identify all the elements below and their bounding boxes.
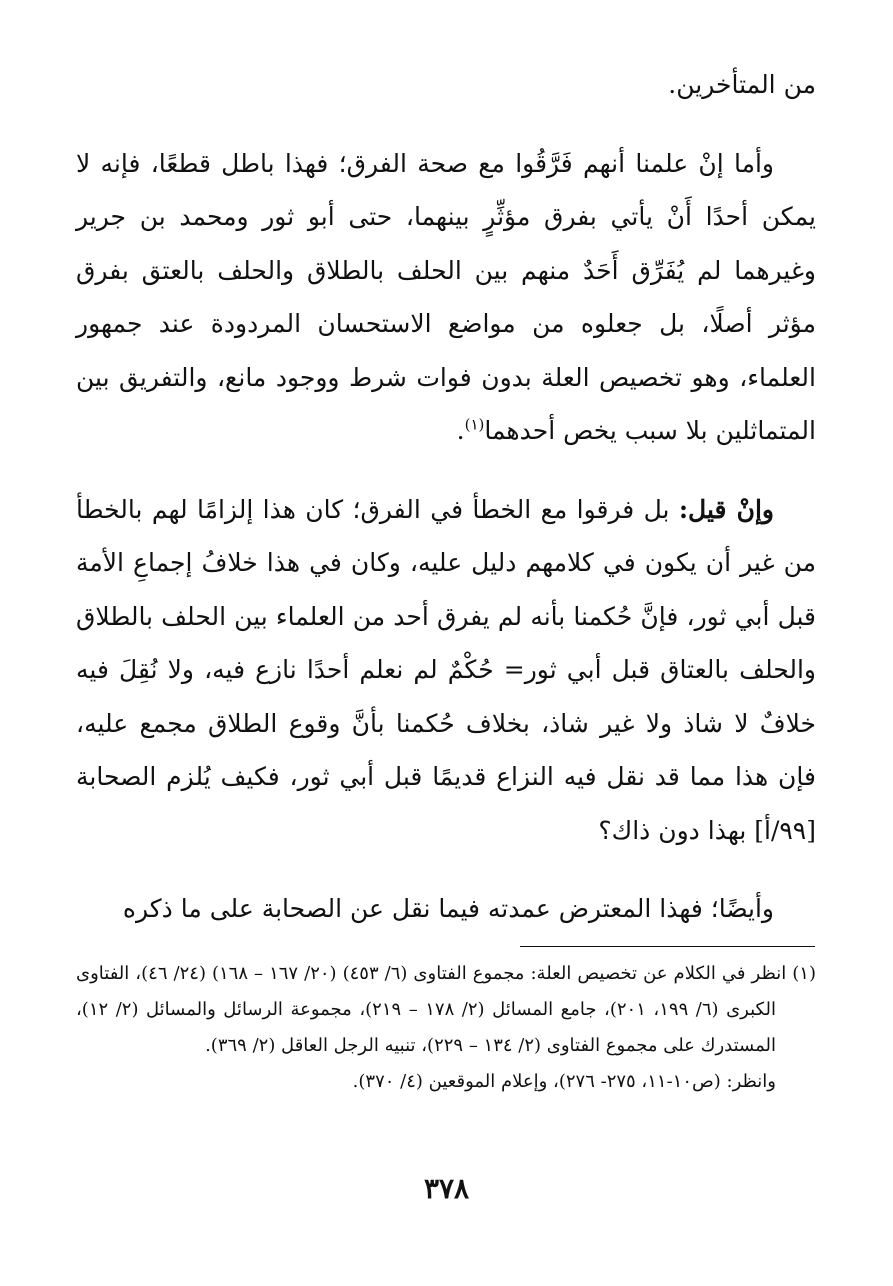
paragraph-2-lead: وإنْ قيل: — [678, 494, 774, 524]
footnote-1-continuation: وانظر: (ص١٠-١١، ٢٧٥- ٢٧٦)، وإعلام الموقعين (٤/ ٣٧٠). — [352, 1071, 776, 1092]
paragraph-3: وأيضًا؛ فهذا المعترض عمدته فيما نقل عن الصحابة على ما ذكره — [122, 894, 774, 923]
opening-line: من المتأخرين. — [668, 70, 816, 99]
paragraph-2-text: بل فرقوا مع الخطأ في الفرق؛ كان هذا إلزامًا لهم بالخطأ من غير أن يكون في كلامهم دليل عليه، وكان في هذا خلافُ إجماعِ الأمة قبل أبي ثور، فإنَّ حُكمنا بأنه لم يفرق أحد من العلماء بين الحلف بالطلاق والحلف بالعتاق قبل أبي ثور= حُكْمٌ لم نعلم أحدًا نازع فيه، ولا نُقِلَ فيه خلافٌ لا شاذ ولا غير شاذ، بخلاف حُكمنا بأنَّ وقوع الطلاق مجمع عليه، فإن هذا مما قد نقل فيه النزاع قديمًا قبل أبي ثور، فكيف يُلزم الصحابة [٩٩/أ] بهذا دون ذاك؟ — [76, 494, 816, 845]
paragraph-1-text: وأما إنْ علمنا أنهم فَرَّقُوا مع صحة الفرق؛ فهذا باطل قطعًا، فإنه لا يمكن أحدًا أَنْ يأتي بفرق مؤثِّرٍ بينهما، حتى أبو ثور ومحمد بن جرير وغيرهما لم يُفَرِّق أَحَدٌ منهم بين الحلف بالطلاق والحلف بالعتق بفرق مؤثر أصلًا، بل جعلوه من مواضع الاستحسان المردودة عند جمهور العلماء، وهو تخصيص العلة بدون فوات شرط ووجود مانع، والتفريق بين المتماثلين بلا سبب يخص أحدهما — [76, 148, 816, 445]
footnote-separator — [520, 946, 815, 947]
page-number: ٣٧٨ — [423, 1172, 470, 1205]
main-text — [76, 58, 816, 936]
footnote-1: (١) انظر في الكلام عن تخصيص العلة: مجموع الفتاوى (٦/ ٤٥٣) (٢٠/ ١٦٧ – ١٦٨) (٢٤/ ٤٦)، الفتاوى الكبرى (٦/ ١٩٩، ٢٠١)، جامع المسائل (٢/ ١٧٨ – ٢١٩)، مجموعة الرسائل والمسائل (٢/ ١٢)، المستدرك على مجموع الفتاوى (٢/ ١٣٤ – ٢٢٩)، تنبيه الرجل العاقل (٢/ ٣٦٩). — [76, 963, 816, 1056]
paragraph-2 — [76, 483, 816, 858]
footnote-reference: (١) — [464, 415, 485, 434]
footnotes — [76, 956, 816, 1100]
paragraph-1-end: . — [456, 416, 465, 445]
paragraph-1 — [76, 137, 816, 458]
